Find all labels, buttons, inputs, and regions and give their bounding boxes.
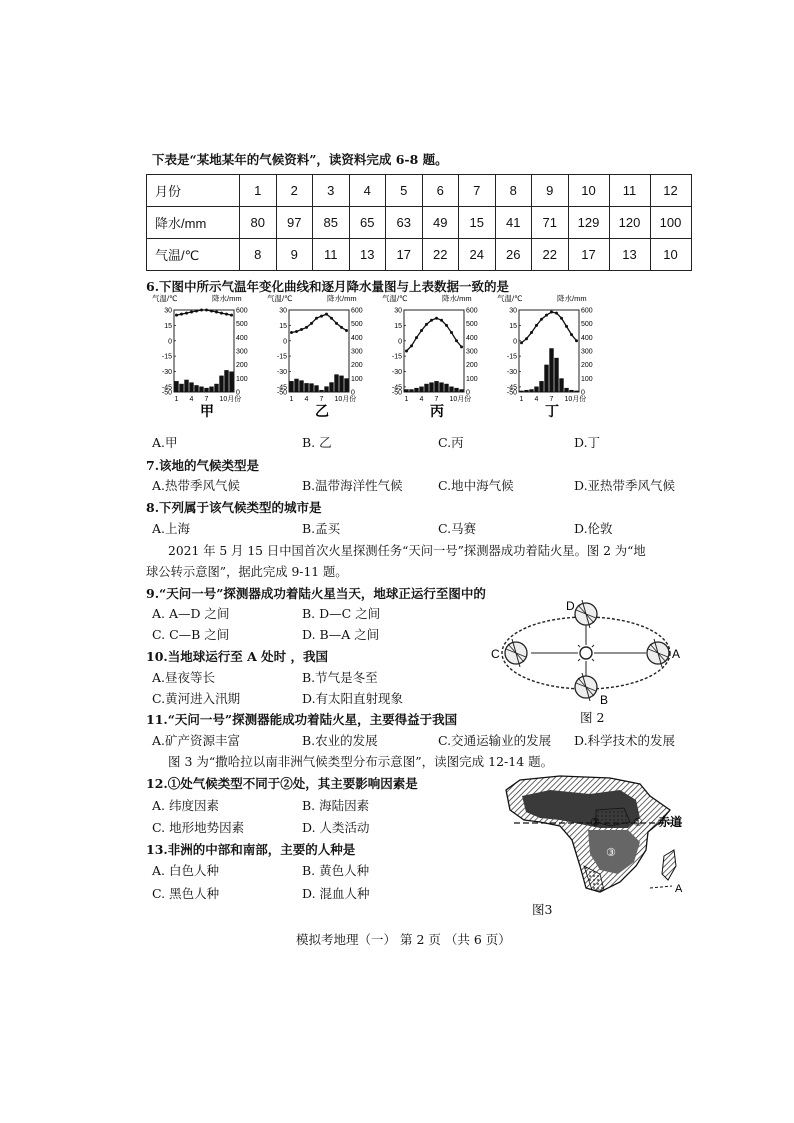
temp-point — [290, 331, 293, 334]
passage3: 图 3 为“撒哈拉以南非洲气候类型分布示意图”，读图完成 12-14 题。 — [168, 754, 554, 769]
precip-bar — [324, 386, 328, 392]
right-tick-label: 200 — [351, 362, 363, 370]
temp-point — [335, 322, 338, 325]
line-a — [650, 886, 672, 888]
orbit-label-a: A — [672, 647, 681, 661]
q9-option-a[interactable]: A. A—D 之间 — [152, 606, 230, 621]
right-tick-label: 300 — [236, 348, 248, 356]
q10-option-a[interactable]: A.昼夜等长 — [152, 670, 216, 685]
row-label: 月份 — [147, 175, 240, 207]
temp-point — [555, 312, 558, 315]
precip-bar — [569, 390, 573, 392]
temp-point — [295, 330, 298, 333]
precip-bar — [444, 384, 448, 392]
temp-line — [292, 314, 347, 332]
earth-icon — [647, 639, 669, 667]
temp-point — [530, 331, 533, 334]
temp-axis-label: 气温/℃ — [497, 294, 523, 303]
temp-point — [430, 319, 433, 322]
africa-climate-map — [500, 770, 700, 900]
precip-bar — [289, 381, 293, 392]
temp-point — [440, 319, 443, 322]
precip-bar — [439, 382, 443, 392]
left-tick-label: -15 — [276, 353, 287, 361]
precip-bar — [539, 381, 543, 392]
right-tick-label: 200 — [236, 362, 248, 370]
q11-option-c[interactable]: C.交通运输业的发展 — [438, 733, 552, 748]
q12-option-b[interactable]: B. 海陆因素 — [302, 798, 370, 813]
q9-option-b[interactable]: B. D—C 之间 — [302, 606, 381, 621]
temp-point — [410, 344, 413, 347]
temp-axis-label: 气温/℃ — [382, 294, 408, 303]
left-tick-label: -50 — [506, 389, 517, 397]
fig2-caption: 图 2 — [580, 710, 605, 725]
temp-point — [180, 313, 183, 316]
q6-stem: 6.下图中所示气温年变化曲线和逐月降水量图与上表数据一致的是 — [146, 279, 510, 294]
right-tick-label: 600 — [236, 307, 248, 315]
q9-option-d[interactable]: D. B—A 之间 — [302, 627, 380, 642]
temp-line — [522, 312, 577, 343]
precip-bar — [319, 390, 323, 392]
precip-bar — [459, 389, 463, 392]
q12-option-a[interactable]: A. 纬度因素 — [152, 798, 219, 813]
fig3-caption: 图3 — [532, 902, 553, 917]
page-footer: 模拟考地理（一） 第 2 页 （共 6 页） — [296, 932, 511, 947]
temp-point — [405, 350, 408, 353]
precip-axis-label: 降水/mm — [442, 294, 472, 303]
left-tick-label: 30 — [164, 307, 172, 315]
q6-option-d[interactable]: D.丁 — [574, 435, 601, 450]
q10-option-c[interactable]: C.黄河进入汛期 — [152, 691, 241, 706]
q12-option-d[interactable]: D. 人类活动 — [302, 820, 370, 835]
left-tick-label: -30 — [506, 369, 517, 376]
right-tick-label: 0 — [581, 389, 585, 397]
temp-axis-label: 气温/℃ — [267, 294, 293, 303]
right-tick-label: 100 — [236, 375, 248, 383]
climate-chart-3 — [382, 293, 478, 419]
map-label-a: A — [675, 883, 683, 895]
climate-table — [146, 174, 692, 271]
left-tick-label: -50 — [391, 389, 402, 397]
q8-option-a[interactable]: A.上海 — [152, 521, 191, 536]
right-tick-label: 0 — [236, 389, 240, 397]
temp-point — [570, 333, 573, 336]
right-tick-label: 300 — [581, 348, 593, 356]
plot-frame — [519, 310, 579, 392]
temp-point — [210, 310, 213, 313]
precip-bar — [199, 387, 203, 392]
climate-chart-4 — [497, 293, 593, 419]
temp-point — [545, 314, 548, 317]
chart-name: 甲 — [200, 403, 214, 419]
right-tick-label: 400 — [581, 334, 593, 342]
precip-bar — [299, 380, 303, 392]
precip-bar — [214, 384, 218, 392]
passage2-line2: 球公转示意图”，据此完成 9-11 题。 — [146, 565, 348, 579]
temp-point — [220, 312, 223, 315]
right-tick-label: 100 — [466, 375, 478, 383]
x-tick-label: 7 — [204, 396, 209, 403]
precip-bar — [309, 383, 313, 392]
map-mark-1: ① — [633, 817, 643, 829]
precip-bar — [404, 389, 408, 392]
temp-point — [305, 326, 308, 329]
x-tick-label: 1 — [174, 396, 179, 403]
right-tick-label: 0 — [351, 389, 355, 397]
left-tick-label: -45 — [276, 384, 287, 392]
precip-bar — [294, 379, 298, 392]
q8-stem: 8.下列属于该气候类型的城市是 — [146, 500, 322, 515]
right-tick-label: 600 — [466, 307, 478, 315]
left-tick-label: 0 — [283, 338, 287, 346]
climate-chart-1 — [152, 293, 248, 419]
madagascar — [662, 850, 676, 880]
temp-point — [320, 315, 323, 318]
x-tick-label: 7 — [549, 396, 554, 403]
q13-stem: 13.非洲的中部和南部，主要的人种是 — [146, 842, 356, 857]
temp-point — [435, 317, 438, 320]
q13-option-a[interactable]: A. 白色人种 — [152, 863, 219, 878]
q7-option-d[interactable]: D.亚热带季风气候 — [574, 478, 676, 493]
right-tick-label: 400 — [236, 334, 248, 342]
q8-option-b[interactable]: B.孟买 — [302, 521, 341, 536]
right-tick-label: 500 — [351, 321, 363, 329]
left-tick-label: 30 — [509, 307, 517, 315]
row-label: 降水/mm — [147, 207, 240, 239]
precip-bar — [414, 388, 418, 392]
left-tick-label: 0 — [398, 338, 402, 346]
x-tick-label: 1 — [519, 396, 524, 403]
precip-bar — [519, 391, 523, 392]
x-tick-label: 1 — [289, 396, 294, 403]
right-tick-label: 200 — [581, 362, 593, 370]
precip-axis-label: 降水/mm — [557, 294, 587, 303]
temp-point — [230, 314, 233, 317]
climate-charts — [150, 292, 610, 432]
temp-point — [450, 331, 453, 334]
right-tick-label: 300 — [351, 348, 363, 356]
right-tick-label: 400 — [351, 334, 363, 342]
right-tick-label: 0 — [466, 389, 470, 397]
map-mark-3: ③ — [606, 847, 616, 859]
q13-option-c[interactable]: C. 黑色人种 — [152, 886, 220, 901]
temp-point — [175, 314, 178, 317]
temp-point — [455, 339, 458, 342]
temp-point — [415, 336, 418, 339]
chart-name: 乙 — [315, 403, 329, 419]
left-tick-label: 15 — [394, 322, 402, 330]
temp-point — [185, 312, 188, 315]
x-tick-label: 4 — [419, 396, 424, 403]
x-tick-label: 1 — [404, 396, 409, 403]
temp-line — [407, 318, 462, 351]
temp-point — [525, 337, 528, 340]
precip-bar — [429, 382, 433, 392]
left-tick-label: 30 — [394, 307, 402, 315]
plot-frame — [404, 310, 464, 392]
x-tick-label: 4 — [304, 396, 309, 403]
x-tick-label: 7 — [434, 396, 439, 403]
precip-axis-label: 降水/mm — [327, 294, 357, 303]
right-tick-label: 300 — [466, 348, 478, 356]
precip-bar — [554, 358, 558, 392]
q10-option-b[interactable]: B.节气是冬至 — [302, 670, 378, 685]
q6-option-b[interactable]: B. 乙 — [302, 435, 332, 450]
x-tick-label: 10月份 — [219, 396, 242, 403]
passage2-line1: 2021 年 5 月 15 日中国首次火星探测任务“天问一号”探测器成功着陆火星。图 2 为“地 — [168, 544, 646, 558]
temp-point — [205, 309, 208, 312]
left-tick-label: 0 — [513, 338, 517, 346]
left-tick-label: -50 — [161, 389, 172, 397]
temp-point — [345, 329, 348, 332]
x-tick-label: 10月份 — [449, 396, 472, 403]
temp-point — [535, 324, 538, 327]
left-tick-label: -45 — [161, 384, 172, 392]
precip-bar — [174, 381, 178, 392]
map-mark-2: ② — [590, 817, 600, 829]
precip-bar — [329, 382, 333, 392]
temp-point — [550, 311, 553, 314]
x-tick-label: 4 — [534, 396, 539, 403]
left-tick-label: 0 — [168, 338, 172, 346]
precip-bar — [179, 384, 183, 392]
q8-option-d[interactable]: D.伦敦 — [574, 521, 613, 536]
temp-point — [325, 313, 328, 316]
right-tick-label: 500 — [236, 321, 248, 329]
temp-point — [420, 329, 423, 332]
precip-bar — [194, 385, 198, 392]
q10-option-d[interactable]: D.有太阳直射现象 — [302, 691, 404, 706]
left-tick-label: -50 — [276, 389, 287, 397]
left-tick-label: -45 — [391, 384, 402, 392]
precip-bar — [184, 380, 188, 392]
right-tick-label: 500 — [466, 321, 478, 329]
precip-bar — [224, 370, 228, 392]
sun-icon — [575, 642, 597, 664]
precip-bar — [544, 365, 548, 392]
temp-point — [215, 311, 218, 314]
precip-bar — [424, 384, 428, 392]
temp-point — [195, 310, 198, 313]
earth-icon — [575, 600, 597, 628]
left-tick-label: 30 — [279, 307, 287, 315]
precip-bar — [549, 348, 553, 392]
q11-stem: 11.“天问一号”探测器能成功着陆火星，主要得益于我国 — [146, 712, 458, 727]
temp-point — [425, 323, 428, 326]
precip-bar — [204, 388, 208, 392]
precip-bar — [534, 387, 538, 392]
right-tick-label: 500 — [581, 321, 593, 329]
temp-point — [340, 326, 343, 329]
q11-option-a[interactable]: A.矿产资源丰富 — [152, 733, 241, 748]
precip-bar — [564, 388, 568, 392]
left-tick-label: -45 — [506, 384, 517, 392]
intro-text: 下表是“某地某年的气候资料”，读资料完成 6-8 题。 — [152, 152, 448, 167]
temp-point — [190, 311, 193, 314]
table-row-months: 月份 1 2 3 4 5 6 7 8 9 10 11 12 — [147, 175, 692, 207]
climate-chart-2 — [267, 293, 363, 419]
q12-option-c[interactable]: C. 地形地势因素 — [152, 820, 245, 835]
left-tick-label: 15 — [164, 322, 172, 330]
orbit-label-b: B — [600, 693, 609, 707]
temp-point — [300, 328, 303, 331]
row-label: 气温/℃ — [147, 239, 240, 271]
left-tick-label: -15 — [506, 353, 517, 361]
temp-point — [575, 339, 578, 342]
q10-stem: 10.当地球运行至 A 处时 ，我国 — [146, 649, 329, 664]
right-tick-label: 100 — [351, 375, 363, 383]
x-tick-label: 7 — [319, 396, 324, 403]
precip-bar — [189, 382, 193, 392]
left-tick-label: -15 — [391, 353, 402, 361]
left-tick-label: -15 — [161, 353, 172, 361]
q12-stem: 12.①处气候类型不同于②处，其主要影响因素是 — [146, 776, 418, 791]
x-tick-label: 10月份 — [564, 396, 587, 403]
precip-bar — [559, 378, 563, 392]
temp-point — [315, 317, 318, 320]
q11-option-d[interactable]: D.科学技术的发展 — [574, 733, 676, 748]
left-tick-label: -30 — [276, 369, 287, 376]
x-tick-label: 4 — [189, 396, 194, 403]
temp-point — [565, 325, 568, 328]
precip-bar — [209, 387, 213, 392]
left-tick-label: 15 — [509, 322, 517, 330]
q6-option-c[interactable]: C.丙 — [438, 435, 464, 450]
right-tick-label: 400 — [466, 334, 478, 342]
precip-bar — [524, 390, 528, 392]
q7-option-a[interactable]: A.热带季风气候 — [152, 478, 241, 493]
temp-point — [560, 317, 563, 320]
table-row-precip: 降水/mm 80 97 85 65 63 49 15 41 71 129 120 100 — [147, 207, 692, 239]
temp-point — [520, 341, 523, 344]
right-tick-label: 100 — [581, 375, 593, 383]
orbit-label-c: C — [491, 647, 500, 661]
precip-bar — [334, 374, 338, 392]
q13-option-b[interactable]: B. 黄色人种 — [302, 863, 370, 878]
x-tick-label: 10月份 — [334, 396, 357, 403]
table-row-temp: 气温/℃ 8 9 11 13 17 22 24 26 22 17 13 10 — [147, 239, 692, 271]
q11-option-b[interactable]: B.农业的发展 — [302, 733, 378, 748]
precip-bar — [339, 376, 343, 392]
precip-bar — [344, 378, 348, 392]
precip-bar — [409, 389, 413, 392]
chart-name: 丙 — [430, 403, 444, 419]
q13-option-d[interactable]: D. 混血人种 — [302, 886, 370, 901]
temp-point — [225, 313, 228, 316]
left-tick-label: 15 — [279, 322, 287, 330]
precip-bar — [419, 387, 423, 392]
precip-bar — [454, 388, 458, 392]
precip-bar — [449, 387, 453, 392]
earth-icon — [575, 673, 597, 701]
left-tick-label: -30 — [161, 369, 172, 376]
temp-point — [460, 345, 463, 348]
q6-option-a[interactable]: A.甲 — [152, 435, 178, 450]
precip-bar — [219, 376, 223, 392]
precip-bar — [434, 381, 438, 392]
q8-option-c[interactable]: C.马赛 — [438, 521, 477, 536]
precip-axis-label: 降水/mm — [212, 294, 242, 303]
temp-line — [177, 310, 232, 315]
precip-bar — [574, 391, 578, 392]
orbit-label-d: D — [566, 599, 575, 613]
equator-label: 赤道 — [658, 815, 683, 829]
q9-option-c[interactable]: C. C—B 之间 — [152, 627, 230, 642]
temp-axis-label: 气温/℃ — [152, 294, 178, 303]
right-tick-label: 200 — [466, 362, 478, 370]
temp-point — [330, 317, 333, 320]
chart-name: 丁 — [545, 403, 559, 419]
q7-option-c[interactable]: C.地中海气候 — [438, 478, 514, 493]
precip-bar — [304, 383, 308, 392]
precip-bar — [229, 372, 233, 393]
right-tick-label: 600 — [581, 307, 593, 315]
precip-bar — [314, 385, 318, 392]
temp-point — [540, 318, 543, 321]
right-tick-label: 600 — [351, 307, 363, 315]
earth-orbit-figure — [486, 596, 696, 726]
q7-option-b[interactable]: B.温带海洋性气候 — [302, 478, 403, 493]
temp-point — [445, 324, 448, 327]
temp-point — [200, 309, 203, 312]
q7-stem: 7.该地的气候类型是 — [146, 458, 260, 473]
left-tick-label: -30 — [391, 369, 402, 376]
temp-point — [310, 322, 313, 325]
earth-icon — [505, 639, 527, 667]
q9-stem: 9.“天问一号”探测器成功着陆火星当天，地球正运行至图中的 — [146, 586, 486, 601]
precip-bar — [529, 389, 533, 392]
